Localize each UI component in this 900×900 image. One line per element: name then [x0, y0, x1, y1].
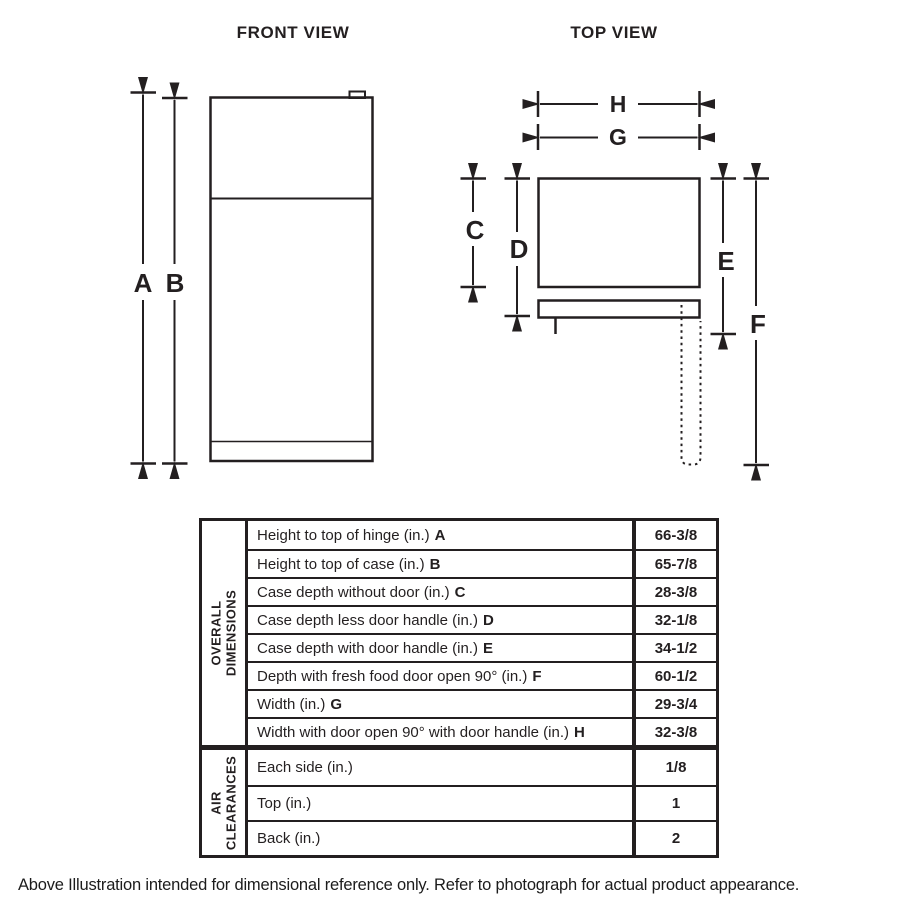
dim-label-c: C: [465, 215, 485, 245]
dim-label-h: H: [609, 91, 627, 117]
top-view-title: TOP VIEW: [570, 23, 658, 42]
table-row: Width with door open 90° with door handle (in.) H 32-3/8: [248, 717, 716, 745]
table-row: Case depth less door handle (in.) D 32-1/8: [248, 605, 716, 633]
air-clearances-header: AIR CLEARANCES: [202, 750, 248, 855]
value-cell: 2: [632, 822, 716, 855]
value-cell: 32-3/8: [632, 719, 716, 745]
dim-label-a: A: [133, 268, 153, 298]
air-clearances-section: [202, 745, 716, 855]
dim-label-b: B: [165, 268, 185, 298]
dimension-line-c: [459, 179, 489, 288]
door-open-90-dashed: [682, 305, 701, 465]
table-row: Depth with fresh food door open 90° (in.) F 60-1/2: [248, 661, 716, 689]
table-row: Height to top of hinge (in.) A 66-3/8: [248, 521, 716, 549]
value-cell: 1: [632, 787, 716, 820]
disclaimer-note: Above Illustration intended for dimensional reference only. Refer to photograph for actual product appearance.: [18, 876, 800, 894]
value-cell: 1/8: [632, 750, 716, 785]
value-cell: 60-1/2: [632, 663, 716, 689]
table-row: Case depth without door (in.) C 28-3/8: [248, 577, 716, 605]
dimensions-table: [199, 518, 719, 858]
table-row: Back (in.) 2: [248, 820, 716, 855]
value-cell: 32-1/8: [632, 607, 716, 633]
table-row: Top (in.) 1: [248, 785, 716, 820]
top-view-case-outline: [539, 179, 701, 465]
value-cell: 28-3/8: [632, 579, 716, 605]
overall-dimensions-header: OVERALL DIMENSIONS: [202, 521, 248, 745]
front-view-title: FRONT VIEW: [236, 23, 350, 42]
value-cell: 65-7/8: [632, 551, 716, 577]
hinge-detail: [350, 92, 366, 99]
front-view-refrigerator-outline: [211, 92, 373, 462]
dim-label-d: D: [509, 234, 529, 264]
table-row: Height to top of case (in.) B 65-7/8: [248, 549, 716, 577]
table-row: Width (in.) G 29-3/4: [248, 689, 716, 717]
dimension-line-e: [710, 179, 740, 335]
table-row: Case depth with door handle (in.) E 34-1/2: [248, 633, 716, 661]
value-cell: 66-3/8: [632, 521, 716, 549]
dimension-line-a: [129, 93, 157, 464]
dimension-line-g: [538, 123, 700, 151]
dim-label-g: G: [609, 124, 627, 150]
value-cell: 29-3/4: [632, 691, 716, 717]
dim-label-f: F: [750, 309, 766, 339]
door-outline: [539, 301, 700, 318]
dimension-line-d: [503, 179, 533, 317]
dim-label-e: E: [717, 246, 735, 276]
dimension-line-f: [742, 179, 772, 466]
overall-dimensions-section: [202, 521, 716, 745]
dimension-line-b: [161, 98, 189, 464]
value-cell: 34-1/2: [632, 635, 716, 661]
table-row: Each side (in.) 1/8: [248, 750, 716, 785]
dimension-line-h: [538, 90, 700, 117]
